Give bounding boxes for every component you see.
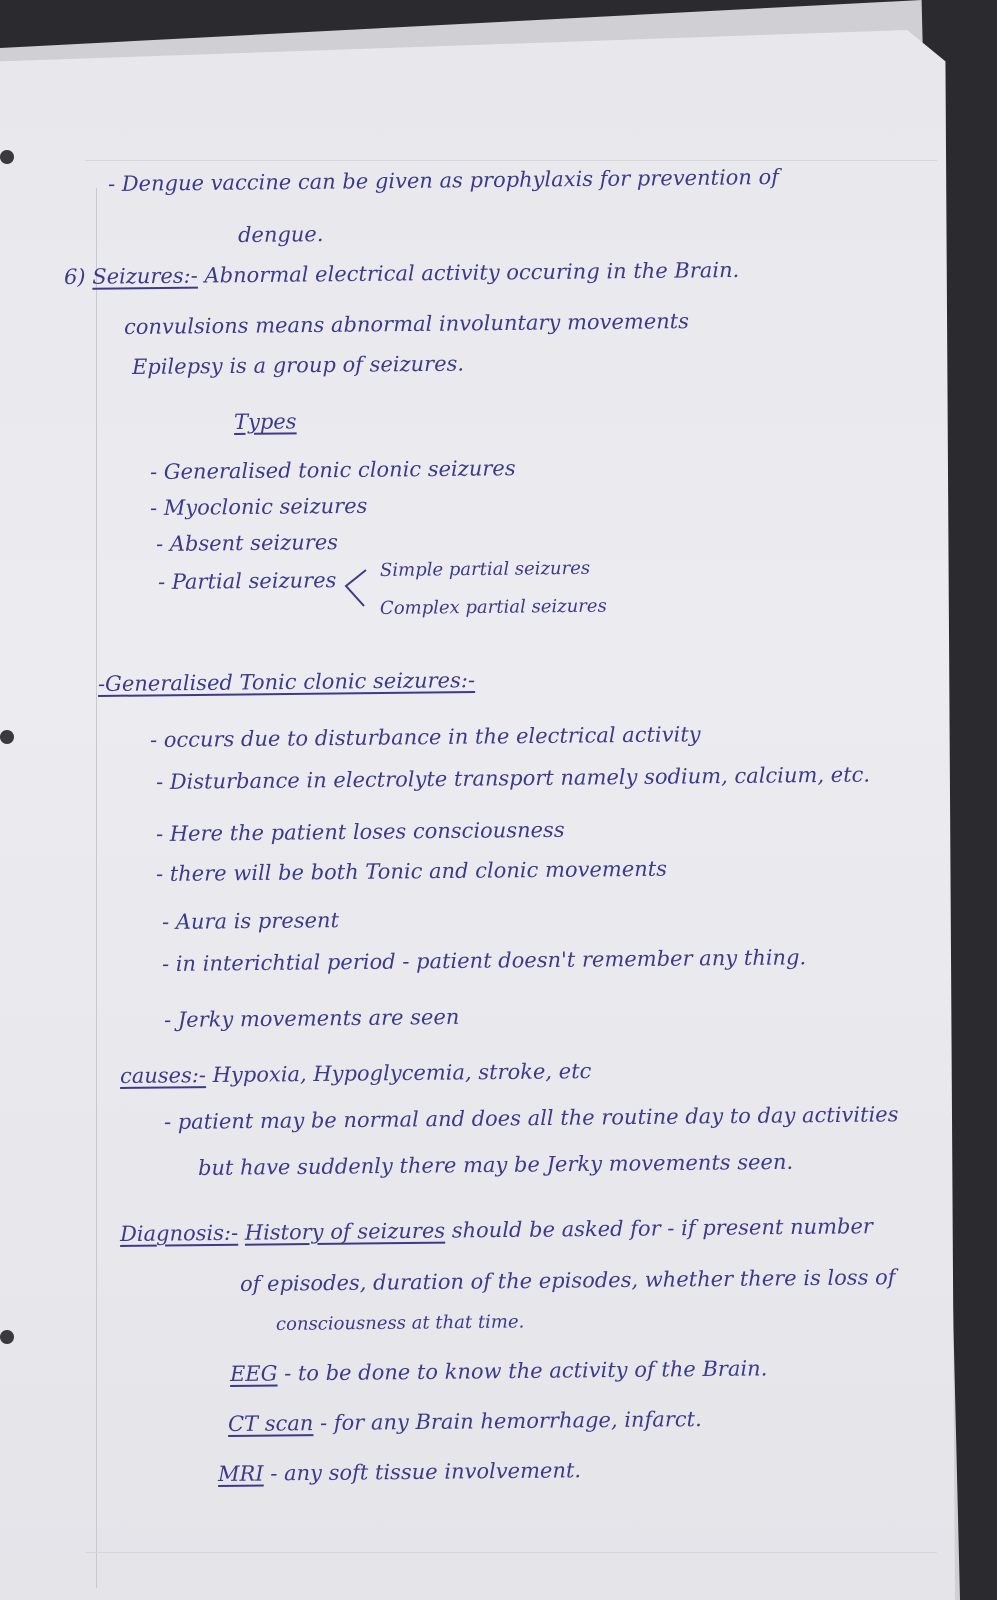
note-line: dengue. xyxy=(237,222,324,247)
mri-heading: MRI xyxy=(217,1461,264,1486)
gtc-bullet: - Aura is present xyxy=(161,908,340,934)
eeg-heading: EEG xyxy=(229,1361,278,1386)
note-line: Epilepsy is a group of seizures. xyxy=(131,351,465,379)
binder-hole xyxy=(0,1330,14,1344)
gtc-bullet: - Here the patient loses consciousness xyxy=(155,817,565,846)
type-item: - Partial seizures xyxy=(157,568,337,594)
binder-hole xyxy=(0,150,14,164)
section-title: Seizures:- xyxy=(92,263,198,289)
note-line: convulsions means abnormal involuntary movements xyxy=(123,309,690,339)
causes-line xyxy=(120,1059,592,1088)
diagnosis-heading: Diagnosis:- xyxy=(119,1220,239,1246)
ct-text: - for any Brain hemorrhage, infarct. xyxy=(319,1407,702,1436)
type-item: - Absent seizures xyxy=(155,530,339,556)
note-line: - Dengue vaccine can be given as prophylaxis for prevention of xyxy=(107,164,780,196)
diagnosis-text: consciousness at that time. xyxy=(275,1311,525,1335)
mri-line xyxy=(218,1458,581,1486)
ct-line xyxy=(228,1407,702,1436)
type-item: - Generalised tonic clonic seizures xyxy=(149,456,516,484)
gtc-bullet: - there will be both Tonic and clonic movements xyxy=(155,856,668,886)
gtc-bullet: - occurs due to disturbance in the electrical activity xyxy=(149,722,701,752)
margin-line xyxy=(96,188,97,1588)
binder-hole xyxy=(0,730,14,744)
mri-text: - any soft tissue involvement. xyxy=(270,1458,582,1486)
section-number: 6) xyxy=(63,264,86,289)
gtc-bullet: - Disturbance in electrolyte transport namely sodium, calcium, etc. xyxy=(155,762,871,794)
brace-icon xyxy=(342,566,368,610)
gtc-bullet: - Jerky movements are seen xyxy=(163,1004,460,1032)
subtype-item: Simple partial seizures xyxy=(379,557,591,581)
causes-note: - patient may be normal and does all the routine day to day activities xyxy=(163,1102,899,1134)
diagnosis-history: History of seizures xyxy=(244,1218,446,1245)
causes-note: but have suddenly there may be Jerky movements seen. xyxy=(197,1149,794,1180)
section-definition: Abnormal electrical activity occuring in the Brain. xyxy=(204,257,740,288)
gtc-heading: -Generalised Tonic clonic seizures:- xyxy=(97,668,476,696)
causes-heading: causes:- xyxy=(119,1063,207,1088)
diagnosis-text: should be asked for - if present number xyxy=(451,1214,874,1243)
gtc-bullet: - in interichtial period - patient doesn't remember any thing. xyxy=(161,945,807,976)
ct-heading: CT scan xyxy=(227,1411,314,1436)
eeg-text: - to be done to know the activity of the Brain. xyxy=(283,1356,768,1386)
subtype-item: Complex partial seizures xyxy=(379,595,607,619)
types-heading: Types xyxy=(233,409,297,434)
diagnosis-text: of episodes, duration of the episodes, whether there is loss of xyxy=(239,1265,896,1296)
type-item: - Myoclonic seizures xyxy=(149,493,368,520)
causes-list: Hypoxia, Hypoglycemia, stroke, etc xyxy=(212,1059,592,1088)
